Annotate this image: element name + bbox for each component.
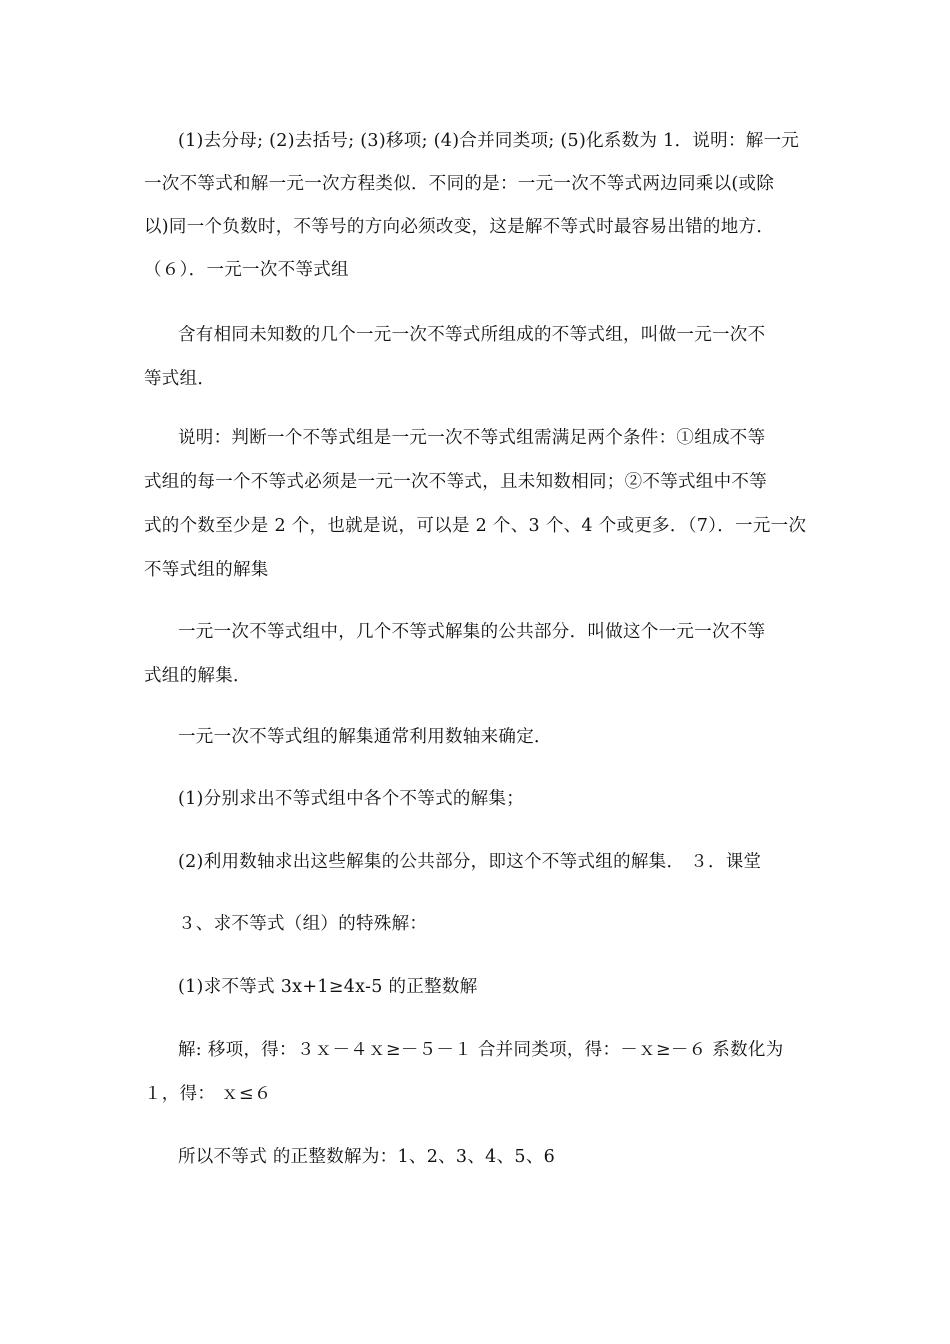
paragraph-line: 一元一次不等式组中，几个不等式解集的公共部分．叫做这个一元一次不等: [178, 622, 766, 642]
paragraph-line: 以)同一个负数时，不等号的方向必须改变，这是解不等式时最容易出错的地方．: [144, 217, 775, 237]
paragraph-line: (2)利用数轴求出这些解集的公共部分，即这个不等式组的解集． ３．课堂: [178, 852, 762, 872]
paragraph-line: 不等式组的解集: [144, 560, 269, 580]
paragraph-line: 式组的解集．: [144, 666, 251, 686]
paragraph-line: 式的个数至少是 2 个，也就是说，可以是 2 个、3 个、4 个或更多．（7）．一元一次: [144, 516, 807, 536]
paragraph-line: 解: 移项，得：３ｘ－４ｘ≥－５－１ 合并同类项，得：－ｘ≥－６ 系数化为: [178, 1040, 784, 1060]
paragraph-line: １，得： ｘ≤６: [144, 1084, 272, 1104]
paragraph-line: 含有相同未知数的几个一元一次不等式所组成的不等式组，叫做一元一次不: [178, 325, 766, 345]
paragraph-line: (1)求不等式 3x+1≥4x-5 的正整数解: [178, 977, 478, 997]
paragraph-line: 式组的每一个不等式必须是一元一次不等式，且未知数相同；②不等式组中不等: [144, 472, 767, 492]
paragraph-line: 所以不等式 的正整数解为：1、2、3、4、5、6: [178, 1147, 556, 1167]
paragraph-line: 等式组．: [144, 369, 216, 389]
paragraph-line: 一元一次不等式组的解集通常利用数轴来确定．: [178, 727, 552, 747]
paragraph-line: (1)去分母; (2)去括号; (3)移项; (4)合并同类项; (5)化系数为 1．说明：解一元: [178, 131, 800, 151]
paragraph-line: (1)分别求出不等式组中各个不等式的解集；: [178, 789, 525, 809]
section-heading: （６）．一元一次不等式组: [144, 260, 349, 280]
paragraph-line: 一次不等式和解一元一次方程类似．不同的是：一元一次不等式两边同乘以(或除: [144, 174, 775, 194]
paragraph-line: 说明：判断一个不等式组是一元一次不等式组需满足两个条件：①组成不等: [178, 428, 766, 448]
paragraph-line: ３、求不等式（组）的特殊解：: [178, 914, 428, 934]
